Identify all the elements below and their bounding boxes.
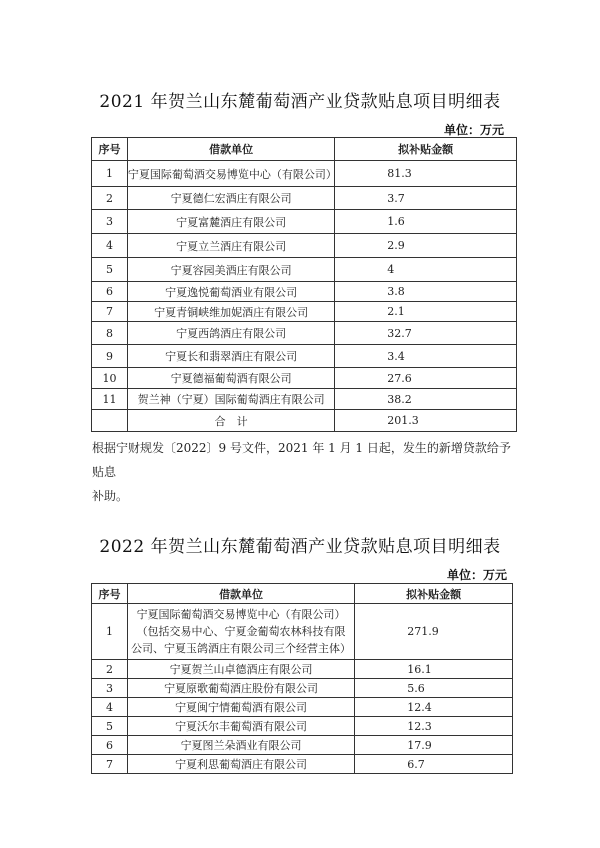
row-no: 1	[92, 161, 128, 187]
table-row	[92, 755, 513, 774]
row-company: 宁夏闽宁情葡萄酒有限公司	[127, 698, 354, 717]
row-company: 宁夏富麓酒庄有限公司	[127, 210, 334, 234]
page-title-2021: 2021 年贺兰山东麓葡萄酒产业贷款贴息项目明细表	[99, 92, 501, 112]
header-amount: 拟补贴金额	[335, 138, 517, 161]
row-no: 1	[92, 604, 128, 660]
header-amount: 拟补贴金额	[355, 584, 513, 604]
row-company: 贺兰神（宁夏）国际葡萄酒庄有限公司	[127, 389, 334, 410]
header-company: 借款单位	[127, 138, 334, 161]
table-row	[92, 679, 513, 698]
table-row	[92, 258, 517, 282]
row-company: 宁夏沃尔丰葡萄酒有限公司	[127, 717, 354, 736]
row-company: 宁夏西鸽酒庄有限公司	[127, 322, 334, 345]
row-amount: 2.1	[335, 302, 517, 322]
unit-label-2021: 单位：万元	[444, 123, 505, 137]
table-row	[92, 210, 517, 234]
row-company: 宁夏容园美酒庄有限公司	[127, 258, 334, 282]
policy-note	[92, 436, 512, 508]
row-company-line: （包括交易中心、宁夏金葡萄农林科技有限	[136, 625, 346, 638]
total-label: 合 计	[127, 410, 334, 432]
row-amount: 6.7	[355, 755, 513, 774]
row-amount: 1.6	[335, 210, 517, 234]
row-no: 4	[92, 234, 128, 258]
row-company-line: 宁夏国际葡萄酒交易博览中心（有限公司）	[136, 608, 346, 621]
table-row	[92, 389, 517, 410]
table-row	[92, 234, 517, 258]
subsidy-table-2022	[91, 583, 513, 774]
row-amount: 5.6	[355, 679, 513, 698]
row-amount: 12.3	[355, 717, 513, 736]
table-row	[92, 322, 517, 345]
header-no: 序号	[92, 138, 128, 161]
row-company	[127, 604, 354, 660]
header-company: 借款单位	[127, 584, 354, 604]
row-company: 宁夏长和翡翠酒庄有限公司	[127, 345, 334, 368]
row-no: 6	[92, 282, 128, 302]
table-row	[92, 302, 517, 322]
row-company: 宁夏国际葡萄酒交易博览中心（有限公司）	[127, 161, 334, 187]
row-company: 宁夏立兰酒庄有限公司	[127, 234, 334, 258]
row-company: 宁夏德仁宏酒庄有限公司	[127, 187, 334, 210]
row-no: 10	[92, 368, 128, 389]
row-no: 5	[92, 258, 128, 282]
row-amount: 4	[335, 258, 517, 282]
row-company: 宁夏贺兰山卓德酒庄有限公司	[127, 660, 354, 679]
row-amount: 32.7	[335, 322, 517, 345]
row-company: 宁夏德福葡萄酒有限公司	[127, 368, 334, 389]
row-amount: 2.9	[335, 234, 517, 258]
table-row	[92, 187, 517, 210]
table-header-row	[92, 138, 517, 161]
table-row	[92, 717, 513, 736]
row-no: 7	[92, 755, 128, 774]
policy-note-line-1: 根据宁财规发〔2022〕9 号文件，2021 年 1 月 1 日起，发生的新增贷款给予贴息	[92, 441, 511, 479]
total-amount: 201.3	[335, 410, 517, 432]
table-row	[92, 161, 517, 187]
row-company: 宁夏逸悦葡萄酒业有限公司	[127, 282, 334, 302]
row-no: 8	[92, 322, 128, 345]
row-amount: 271.9	[355, 604, 513, 660]
table-row	[92, 345, 517, 368]
row-company-line: 公司、宁夏玉鸽酒庄有限公司三个经营主体）	[131, 642, 352, 655]
row-no: 2	[92, 187, 128, 210]
row-amount: 17.9	[355, 736, 513, 755]
row-company: 宁夏原歌葡萄酒庄股份有限公司	[127, 679, 354, 698]
row-amount: 81.3	[335, 161, 517, 187]
unit-label-2022: 单位：万元	[447, 568, 508, 582]
row-no: 11	[92, 389, 128, 410]
header-no: 序号	[92, 584, 128, 604]
row-amount: 38.2	[335, 389, 517, 410]
row-no: 9	[92, 345, 128, 368]
table-row	[92, 736, 513, 755]
row-no: 3	[92, 679, 128, 698]
table-row	[92, 604, 513, 660]
row-no: 4	[92, 698, 128, 717]
table-row	[92, 282, 517, 302]
total-no	[92, 410, 128, 432]
row-amount: 16.1	[355, 660, 513, 679]
page-title-2022: 2022 年贺兰山东麓葡萄酒产业贷款贴息项目明细表	[99, 537, 501, 557]
table-row	[92, 698, 513, 717]
row-amount: 27.6	[335, 368, 517, 389]
row-no: 5	[92, 717, 128, 736]
row-amount: 3.8	[335, 282, 517, 302]
row-no: 3	[92, 210, 128, 234]
subsidy-table-2021	[91, 137, 517, 432]
row-no: 7	[92, 302, 128, 322]
row-no: 2	[92, 660, 128, 679]
row-amount: 3.4	[335, 345, 517, 368]
row-company: 宁夏图兰朵酒业有限公司	[127, 736, 354, 755]
total-row	[92, 410, 517, 432]
policy-note-line-2: 补助。	[92, 489, 129, 503]
row-amount: 3.7	[335, 187, 517, 210]
row-company: 宁夏利思葡萄酒庄有限公司	[127, 755, 354, 774]
table-row	[92, 368, 517, 389]
table-header-row	[92, 584, 513, 604]
row-no: 6	[92, 736, 128, 755]
row-amount: 12.4	[355, 698, 513, 717]
table-row	[92, 660, 513, 679]
row-company: 宁夏青铜峡维加妮酒庄有限公司	[127, 302, 334, 322]
